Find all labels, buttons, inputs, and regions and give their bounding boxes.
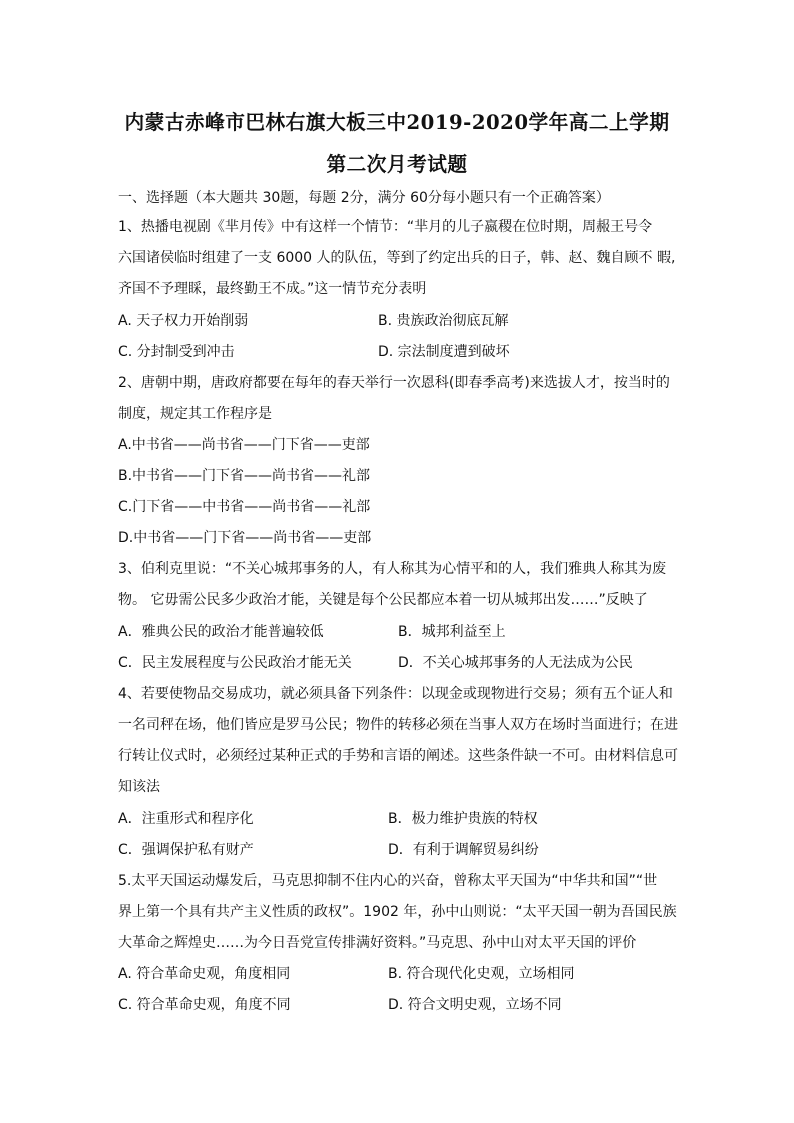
q4-option-b: B．极力维护贵族的特权 — [388, 811, 538, 827]
q2-option-b: B.中书省——门下省——尚书省——礼部 — [118, 468, 371, 484]
q5-option-a: A. 符合革命史观，角度相同 — [118, 966, 291, 982]
q3-option-b: B．城邦利益至上 — [398, 624, 506, 640]
q2-text-line2: 制度，规定其工作程序是 — [118, 406, 272, 422]
q3-option-d: D．不关心城邦事务的人无法成为公民 — [398, 655, 633, 671]
q2-option-a: A.中书省——尚书省——门下省——吏部 — [118, 437, 370, 453]
exam-title-line1: 内蒙古赤峰市巴林右旗大板三中2019-2020学年高二上学期 — [124, 111, 670, 134]
q4-option-c: C．强调保护私有财产 — [118, 842, 254, 858]
q2-text-line1: 2、唐朝中期，唐政府都要在每年的春天举行一次恩科(即春季高考)来选拔人才，按当时的 — [118, 375, 670, 391]
q1-option-b: B. 贵族政治彻底瓦解 — [378, 313, 509, 329]
q1-option-d: D. 宗法制度遭到破坏 — [378, 344, 510, 360]
q1-text-line3: 齐国不予理睬，最终勤王不成。”这一情节充分表明 — [118, 281, 427, 297]
q3-option-a: A．雅典公民的政治才能普遍较低 — [118, 624, 324, 640]
exam-title-line2: 第二次月考试题 — [326, 153, 468, 176]
q2-option-c: C.门下省——中书省——尚书省——礼部 — [118, 499, 371, 515]
section-heading: 一、选择题（本大题共 30题，每题 2分，满分 60分每小题只有一个正确答案） — [118, 190, 610, 206]
q4-text-line1: 4、若要使物品交易成功，就必须具备下列条件：以现金或现物进行交易；须有五个证人和 — [118, 686, 673, 702]
q4-option-d: D．有利于调解贸易纠纷 — [388, 842, 539, 858]
q1-option-c: C. 分封制受到冲击 — [118, 344, 235, 360]
q4-text-line3: 行转让仪式时，必须经过某种正式的手势和言语的阐述。这些条件缺一不可。由材料信息可 — [118, 748, 678, 764]
q5-option-b: B. 符合现代化史观，立场相同 — [388, 966, 575, 982]
q4-option-a: A．注重形式和程序化 — [118, 811, 254, 827]
q2-option-d: D.中书省——门下省——尚书省——吏部 — [118, 530, 372, 546]
q5-option-c: C. 符合革命史观，角度不同 — [118, 997, 291, 1013]
q3-option-c: C．民主发展程度与公民政治才能无关 — [118, 655, 352, 671]
q1-text-line1: 1、热播电视剧《芈月传》中有这样一个情节：“芈月的儿子嬴稷在位时期，周赧王号令 — [118, 219, 653, 235]
q5-option-d: D. 符合文明史观，立场不同 — [388, 997, 562, 1013]
q1-option-a: A. 天子权力开始削弱 — [118, 313, 249, 329]
q5-text-line3: 大革命之辉煌史……为今日吾党宣传排满好资料。”马克思、孙中山对太平天国的评价 — [118, 935, 637, 951]
q3-text-line1: 3、伯利克里说：“不关心城邦事务的人，有人称其为心情平和的人，我们雅典人称其为废 — [118, 561, 667, 577]
q3-text-line2: 物。 它毋需公民多少政治才能，关键是每个公民都应本着一切从城邦出发……”反映了 — [118, 592, 648, 608]
q1-text-line2: 六国诸侯临时组建了一支 6000 人的队伍，等到了约定出兵的日子，韩、赵、魏自顾不 暇, — [118, 250, 676, 266]
q4-text-line2: 一名司秤在场，他们皆应是罗马公民；物件的转移必须在当事人双方在场时当面进行；在进 — [118, 717, 678, 733]
q5-text-line1: 5.太平天国运动爆发后，马克思抑制不住内心的兴奋，曾称太平天国为“中华共和国”“世 — [118, 873, 658, 889]
q4-text-line4: 知该法 — [118, 779, 160, 795]
q5-text-line2: 界上第一个具有共产主义性质的政权”。1902 年，孙中山则说：“太平天国一朝为吾国民族 — [118, 904, 677, 920]
